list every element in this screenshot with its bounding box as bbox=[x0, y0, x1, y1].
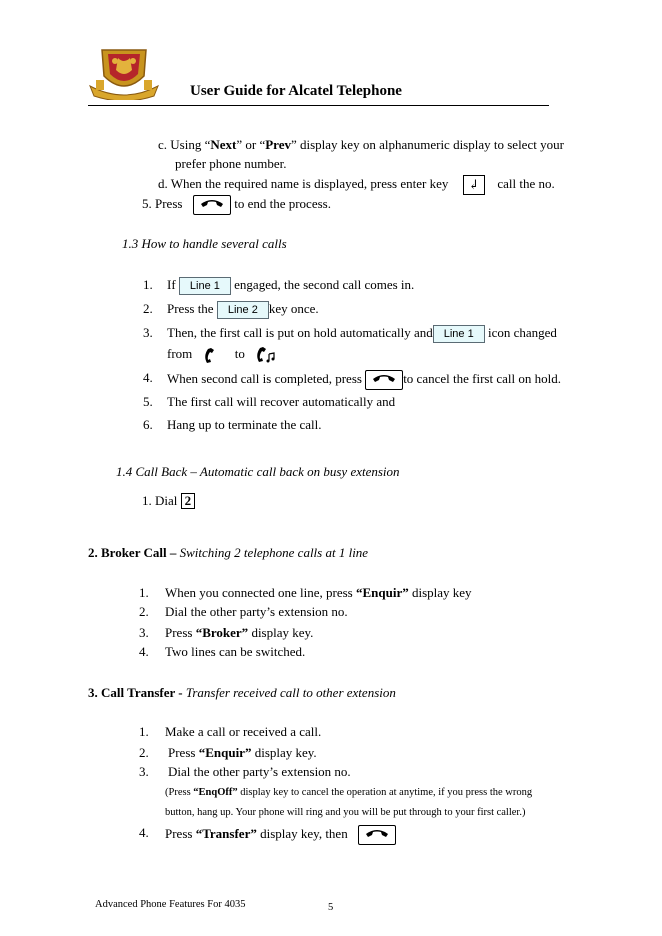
page-number: 5 bbox=[328, 902, 334, 913]
sec2-item-3-num: 3. bbox=[139, 625, 149, 640]
hangup-key-icon bbox=[193, 195, 231, 215]
sec13-item-2-num: 2. bbox=[143, 301, 153, 316]
line-1-key: Line 1 bbox=[433, 325, 485, 343]
sec3-item-2-num: 2. bbox=[139, 745, 149, 760]
sec3-note-line2: button, hang up. Your phone will ring and you will be put through to your first caller.) bbox=[165, 807, 526, 818]
step-c-line2: prefer phone number. bbox=[175, 156, 287, 171]
step-d: d. When the required name is displayed, press enter key ↲ call the no. bbox=[158, 175, 555, 195]
sec3-item-3-num: 3. bbox=[139, 764, 149, 779]
sec13-item-5: The first call will recover automatically and bbox=[167, 394, 396, 409]
page-title: User Guide for Alcatel Telephone bbox=[190, 83, 402, 99]
sec2-item-4: Two lines can be switched. bbox=[165, 644, 306, 659]
sec13-item-2: Press the Line 2 key once. bbox=[167, 301, 319, 319]
sec13-item-6-num: 6. bbox=[143, 417, 153, 432]
sec13-item-1-num: 1. bbox=[143, 277, 153, 292]
sec13-item-5-num: 5. bbox=[143, 394, 153, 409]
step-5: 5. Press to end the process. bbox=[142, 195, 331, 215]
sec2-item-1: When you connected one line, press “Enquir” display key bbox=[165, 585, 472, 600]
sec3-item-1: Make a call or received a call. bbox=[165, 724, 322, 739]
sec2-item-2: Dial the other party’s extension no. bbox=[165, 604, 348, 619]
header-divider bbox=[88, 105, 549, 106]
section-1-3-heading: 1.3 How to handle several calls bbox=[122, 236, 287, 251]
digit-key: 2 bbox=[181, 493, 196, 509]
sec13-item-3-num: 3. bbox=[143, 325, 153, 340]
sec3-item-1-num: 1. bbox=[139, 724, 149, 739]
sec13-item-3-line2: from to bbox=[167, 346, 276, 364]
sec13-item-3: Then, the first call is put on hold automatically and Line 1 icon changed bbox=[167, 325, 557, 343]
handset-icon bbox=[202, 347, 216, 363]
hangup-key-icon bbox=[358, 825, 396, 845]
handset-music-icon bbox=[254, 346, 276, 364]
sec3-note-line1: (Press “EnqOff” display key to cancel the operation at anytime, if you press the wrong bbox=[165, 787, 533, 798]
section-1-4-heading: 1.4 Call Back – Automatic call back on busy extension bbox=[116, 464, 400, 479]
sec3-item-4: Press “Transfer” display key, then bbox=[165, 825, 396, 845]
footer-text: Advanced Phone Features For 4035 bbox=[95, 899, 246, 910]
university-crest-icon bbox=[88, 46, 160, 100]
sec2-item-2-num: 2. bbox=[139, 604, 149, 619]
sec13-item-4: When second call is completed, press to cancel the first call on hold. bbox=[167, 370, 561, 390]
step-c: c. Using “Next” or “Prev” display key on alphanumeric display to select your bbox=[158, 137, 564, 152]
line-1-key: Line 1 bbox=[179, 277, 231, 295]
section-3-heading: 3. Call Transfer - Transfer received call to other extension bbox=[88, 685, 396, 700]
sec2-item-1-num: 1. bbox=[139, 585, 149, 600]
sec3-item-4-num: 4. bbox=[139, 825, 149, 840]
enter-key-icon: ↲ bbox=[463, 175, 485, 195]
sec13-item-6: Hang up to terminate the call. bbox=[167, 417, 322, 432]
sec13-item-4-num: 4. bbox=[143, 370, 153, 385]
sec14-item-1: 1. Dial 2 bbox=[142, 493, 195, 509]
sec2-item-3: Press “Broker” display key. bbox=[165, 625, 314, 640]
hangup-key-icon bbox=[365, 370, 403, 390]
line-2-key: Line 2 bbox=[217, 301, 269, 319]
sec2-item-4-num: 4. bbox=[139, 644, 149, 659]
section-2-heading: 2. Broker Call – Switching 2 telephone calls at 1 line bbox=[88, 545, 369, 560]
sec3-item-2: Press “Enquir” display key. bbox=[168, 745, 317, 760]
sec13-item-1: If Line 1 engaged, the second call comes in. bbox=[167, 277, 414, 295]
sec3-item-3: Dial the other party’s extension no. bbox=[168, 764, 351, 779]
